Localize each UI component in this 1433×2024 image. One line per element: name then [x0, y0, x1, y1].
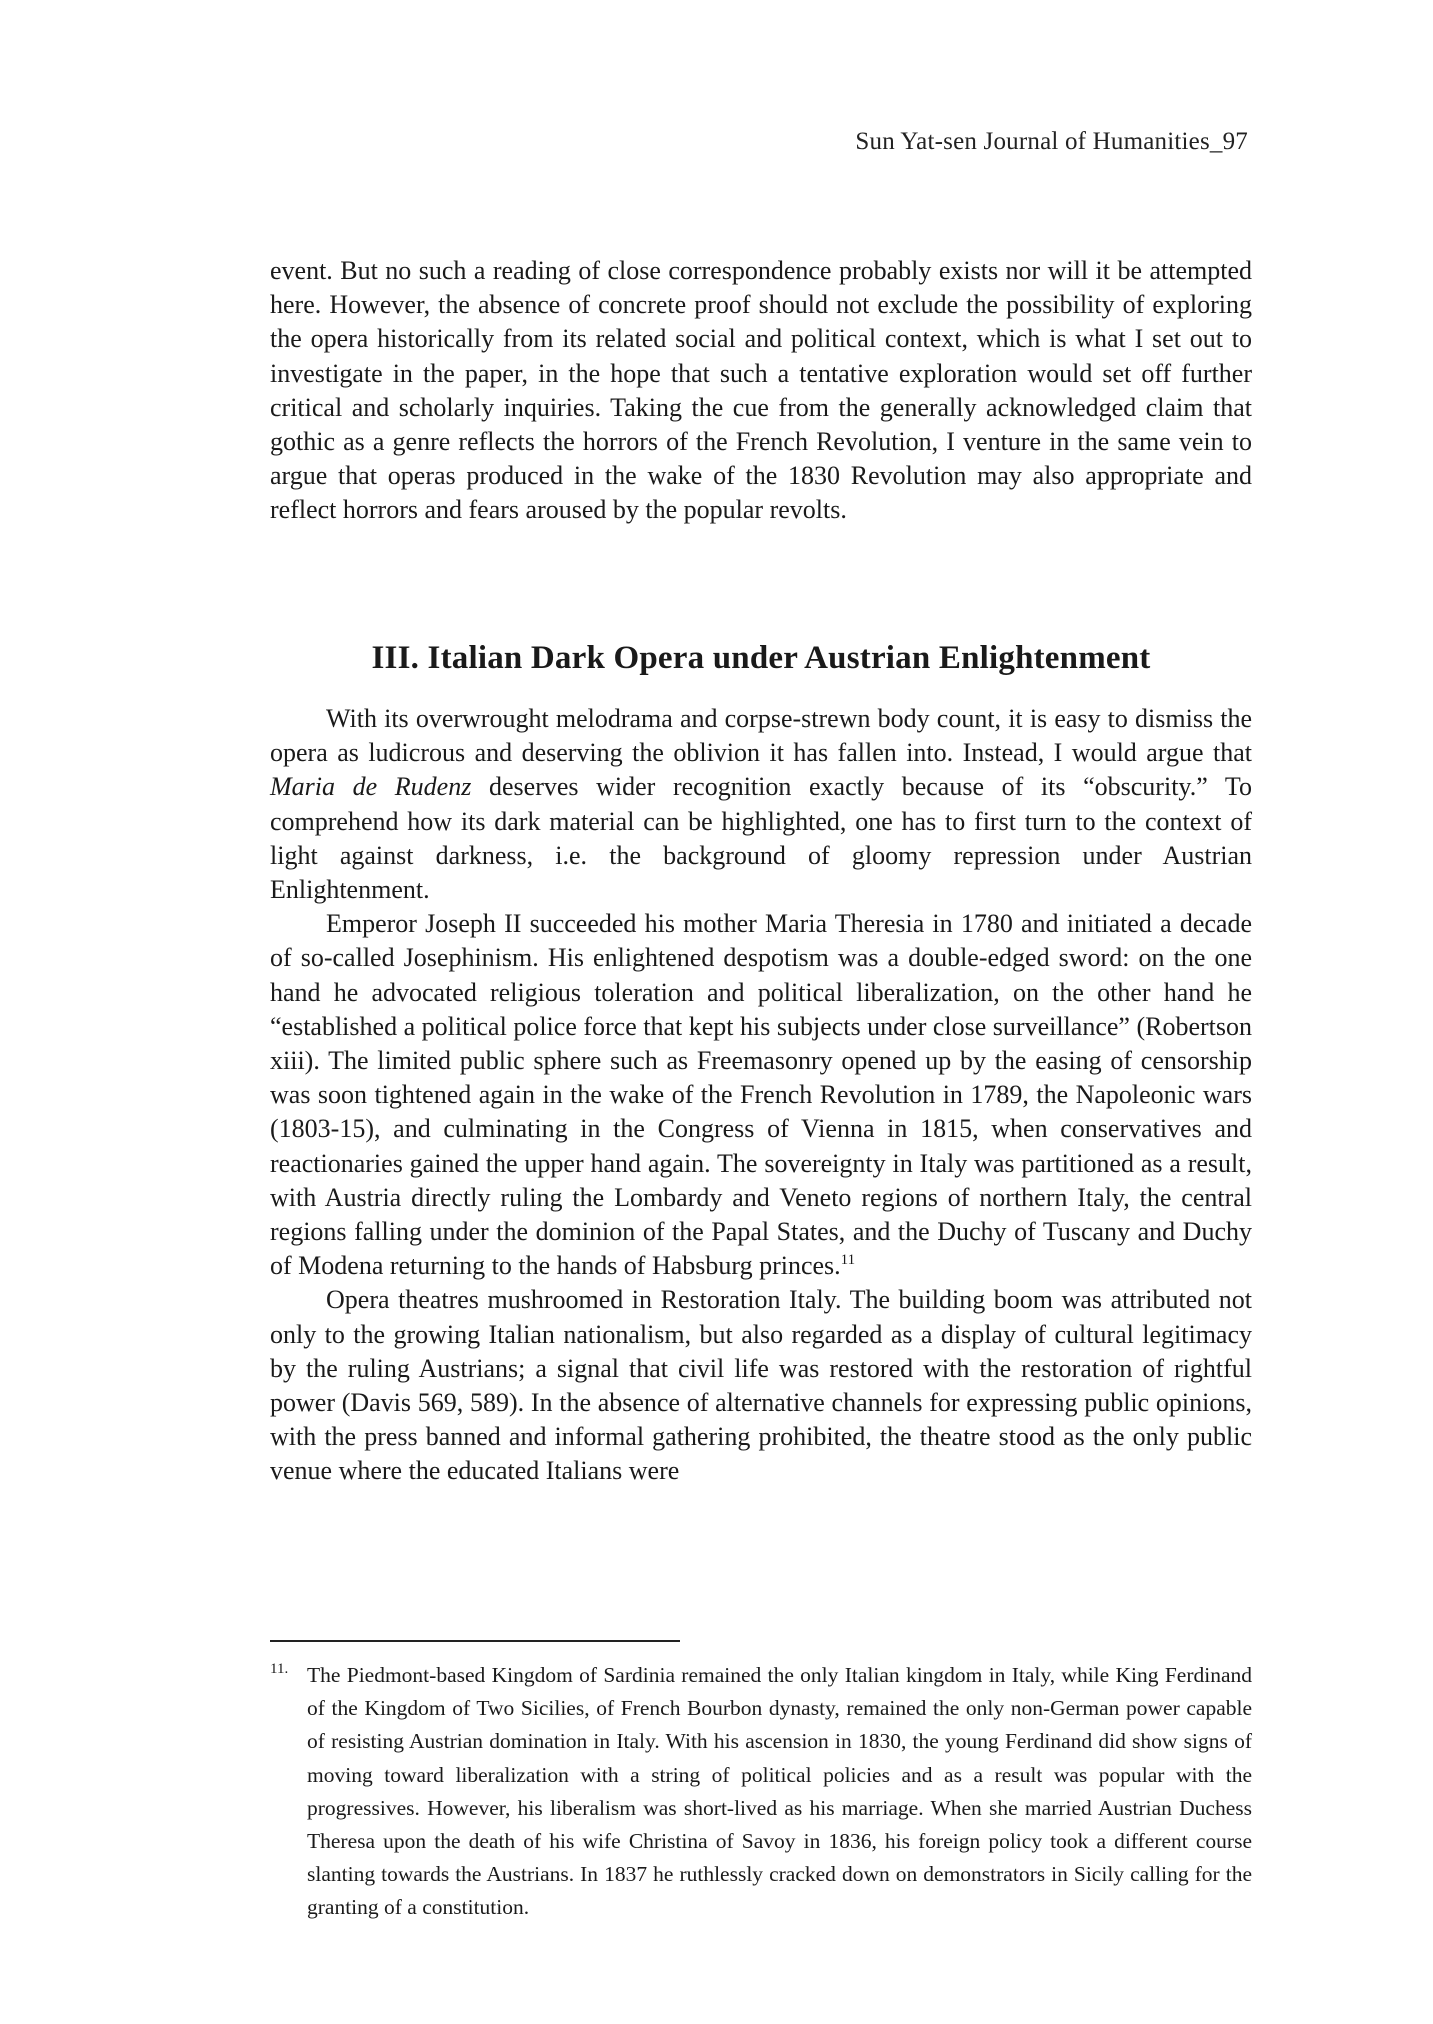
section-heading: III. Italian Dark Opera under Austrian Enlightenment — [371, 640, 1151, 676]
section-body — [270, 702, 1252, 1489]
intro-paragraph-block — [270, 254, 1252, 528]
footnote-reference: 11 — [840, 1252, 856, 1269]
paragraph-3: Opera theatres mushroomed in Restoration Italy. The building boom was attributed not only to the growing Italian nationalism, but also regarded as a display of cultural legitimacy by the ruling Austrians; a signal that civil life was restored with the restoration of rightful power (Davis 569, 589). In the absence of alternative channels for expressing public opinions, with the press banned and informal gathering prohibited, the theatre stood as the only public venue where the educated Italians were — [270, 1285, 1252, 1486]
opera-title: Maria de Rudenz — [270, 772, 472, 802]
paragraph-2 — [270, 907, 1252, 1283]
footnote-divider — [270, 1640, 680, 1642]
paragraph-1-after-title: deserves wider recognition exactly because of its “obscurity.” To comprehend how its dark material can be highlighted, one has to first turn to the context of light against darkness, i.e. the background of gloomy repression under Austrian Enlightenment. — [270, 772, 1252, 905]
paragraph-1 — [270, 702, 1252, 907]
footnote — [270, 1659, 1252, 1925]
intro-paragraph: event. But no such a reading of close correspondence probably exists nor will it be attempted here. However, the absence of concrete proof should not exclude the possibility of exploring the opera historically from its related social and political context, which is what I set out to investigate in the paper, in the hope that such a tentative exploration would set off further critical and scholarly inquiries. Taking the cue from the generally acknowledged claim that gothic as a genre reflects the horrors of the French Revolution, I venture in the same vein to argue that operas produced in the wake of the 1830 Revolution may also appropriate and reflect horrors and fears aroused by the popular revolts. — [270, 256, 1252, 525]
footnote-text: The Piedmont-based Kingdom of Sardinia remained the only Italian kingdom in Italy, while King Ferdinand of the Kingdom of Two Sicilies, of French Bourbon dynasty, remained the only non-German power capable of resisting Austrian domination in Italy. With his ascension in 1830, the young Ferdinand did show signs of moving toward liberalization with a string of political policies and as a result was popular with the progressives. However, his liberalism was short-lived as his marriage. When she married Austrian Duchess Theresa upon the death of his wife Christina of Savoy in 1836, his foreign policy took a different course slanting towards the Austrians. In 1837 he ruthlessly cracked down on demonstrators in Sicily calling for the granting of a constitution. — [307, 1663, 1252, 1920]
footnote-number: 11. — [270, 1661, 289, 1677]
paragraph-1-before-title: With its overwrought melodrama and corpse-strewn body count, it is easy to dismiss the opera as ludicrous and deserving the oblivion it has fallen into. Instead, I would argue that — [270, 704, 1252, 768]
paragraph-2-text: Emperor Joseph II succeeded his mother Maria Theresia in 1780 and initiated a decade of so-called Josephinism. His enlightened despotism was a double-edged sword: on the one hand he advocated religious toleration and political liberalization, on the other hand he “established a political police force that kept his subjects under close surveillance” (Robertson xiii). The limited public sphere such as Freemasonry opened up by the easing of censorship was soon tightened again in the wake of the French Revolution in 1789, the Napoleonic wars (1803-15), and culminating in the Congress of Vienna in 1815, when conservatives and reactionaries gained the upper hand again. The sovereignty in Italy was partitioned as a result, with Austria directly ruling the Lombardy and Veneto regions of northern Italy, the central regions falling under the dominion of the Papal States, and the Duchy of Tuscany and Duchy of Modena returning to the hands of Habsburg princes. — [270, 909, 1252, 1281]
running-header: Sun Yat-sen Journal of Humanities_97 — [855, 128, 1248, 155]
